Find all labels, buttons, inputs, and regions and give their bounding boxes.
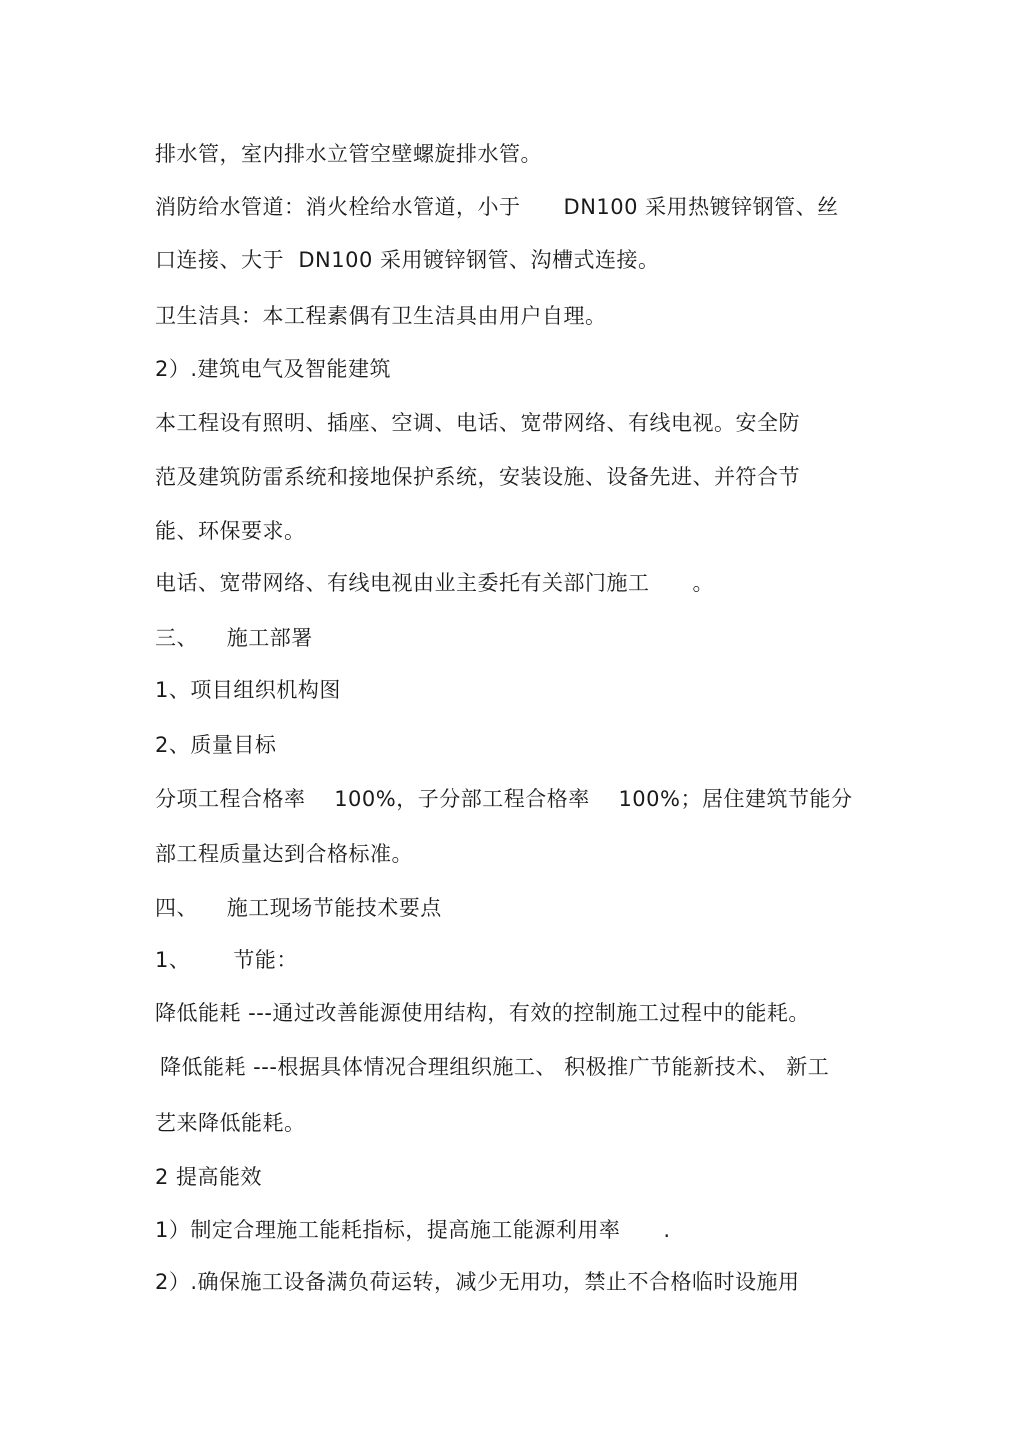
text-line: 部工程质量达到合格标准。 <box>155 842 413 866</box>
text-line: 能、环保要求。 <box>155 519 306 543</box>
subsection-heading: 2、质量目标 <box>155 733 277 757</box>
subsection-heading: 1、 节能： <box>155 948 298 972</box>
text-line: 降低能耗 ---通过改善能源使用结构，有效的控制施工过程中的能耗。 <box>155 1001 810 1025</box>
text-line: 口连接、大于 DN100 采用镀锌钢管、沟槽式连接。 <box>155 248 660 272</box>
text-line: 分项工程合格率 100%，子分部工程合格率 100%；居住建筑节能分 <box>155 787 853 811</box>
text-line: 2）.确保施工设备满负荷运转，减少无用功，禁止不合格临时设施用 <box>155 1270 800 1294</box>
text-line: 降低能耗 ---根据具体情况合理组织施工、 积极推广节能新技术、 新工 <box>160 1055 830 1079</box>
text-line: 本工程设有照明、插座、空调、电话、宽带网络、有线电视。安全防 <box>155 411 800 435</box>
section-heading: 四、 施工现场节能技术要点 <box>155 896 442 920</box>
text-line: 范及建筑防雷系统和接地保护系统，安装设施、设备先进、并符合节 <box>155 465 800 489</box>
text-line: 艺来降低能耗。 <box>155 1111 306 1135</box>
subsection-heading: 2 提高能效 <box>155 1165 263 1189</box>
text-line: 1）制定合理施工能耗指标，提高施工能源利用率 . <box>155 1218 671 1242</box>
section-heading: 三、 施工部署 <box>155 626 313 650</box>
text-line: 卫生洁具：本工程素偶有卫生洁具由用户自理。 <box>155 304 607 328</box>
text-line: 消防给水管道：消火栓给水管道，小于 DN100 采用热镀锌钢管、丝 <box>155 195 839 219</box>
subsection-heading: 1、项目组织机构图 <box>155 678 341 702</box>
text-line: 排水管，室内排水立管空壁螺旋排水管。 <box>155 142 542 166</box>
text-line: 电话、宽带网络、有线电视由业主委托有关部门施工 。 <box>155 571 715 595</box>
section-heading: 2）.建筑电气及智能建筑 <box>155 357 392 381</box>
